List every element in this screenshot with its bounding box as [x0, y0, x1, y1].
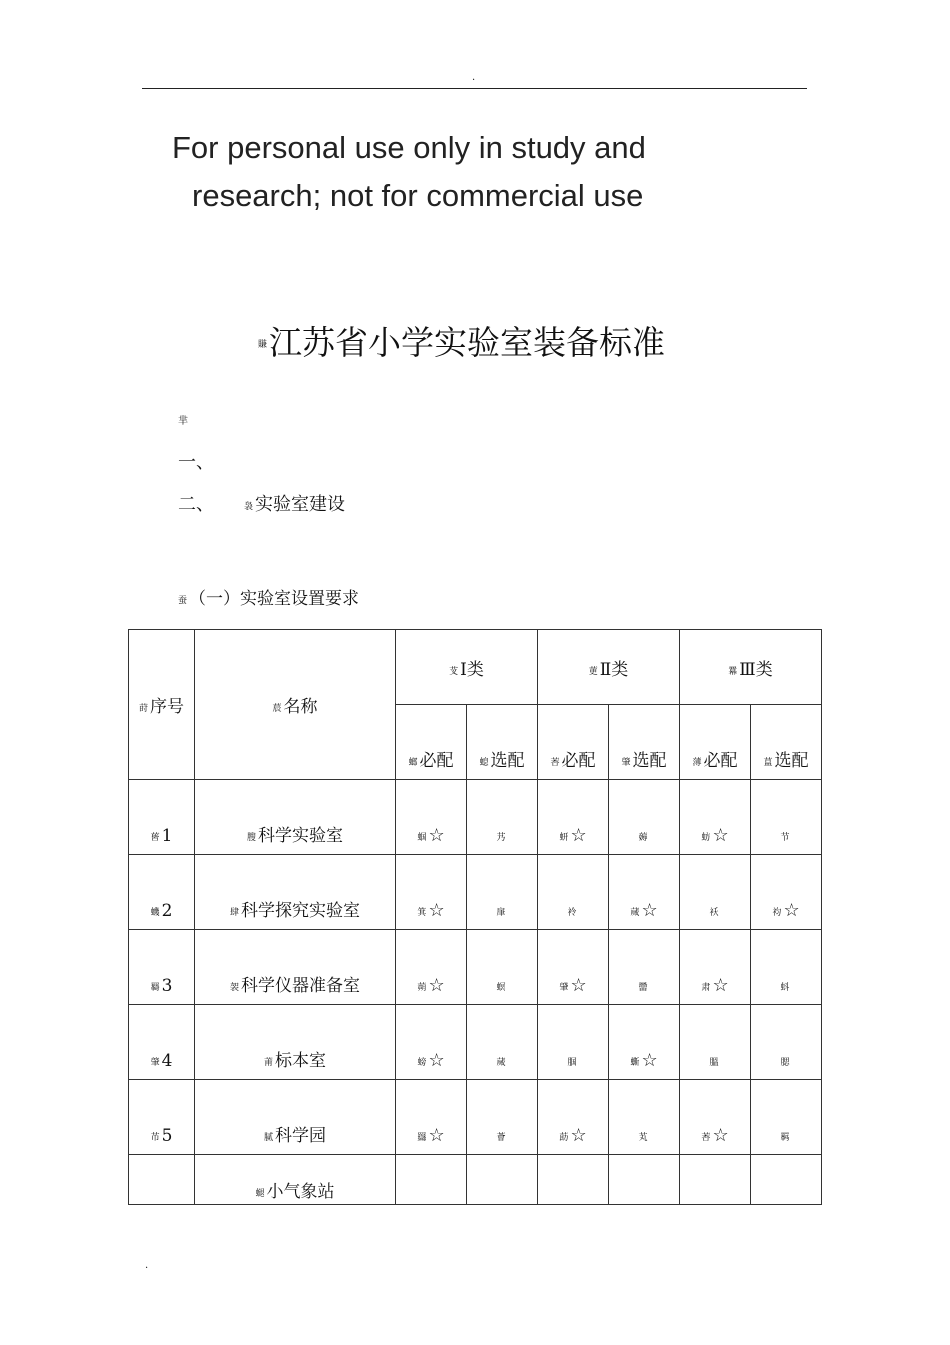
row-index-prefix: 肇 — [150, 1058, 160, 1068]
cell-prefix: 肁 — [496, 908, 506, 918]
cell-prefix: 薅 — [638, 833, 648, 843]
cell-prefix: 羀 — [638, 983, 648, 993]
section-two-label: 实验室建设 — [255, 494, 346, 515]
cell-prefix: 芄 — [638, 1133, 648, 1143]
star-icon: ☆ — [641, 1050, 658, 1071]
requirement-cell — [609, 930, 680, 1005]
section-two-prefix: 袅 — [244, 501, 254, 512]
cell-prefix: 羁 — [780, 1133, 790, 1143]
requirement-cell — [467, 780, 538, 855]
section-one-heading: 一、 — [178, 452, 214, 473]
table-row — [129, 1005, 822, 1080]
subsection-heading — [178, 584, 359, 609]
subheader-prefix: 薄 — [692, 758, 702, 768]
requirement-cell — [680, 1005, 751, 1080]
row-name-prefix: 莆 — [263, 1058, 273, 1068]
requirement-cell — [751, 855, 822, 930]
star-icon: ☆ — [570, 975, 587, 996]
row-index-cell — [129, 780, 195, 855]
cell-prefix: 蚄 — [701, 833, 711, 843]
requirement-cell — [680, 930, 751, 1005]
requirement-cell — [609, 855, 680, 930]
header-name — [195, 630, 396, 780]
cell-prefix: 薈 — [496, 1133, 506, 1143]
requirement-cell — [751, 780, 822, 855]
table-row — [129, 1155, 822, 1205]
subheader-cell — [680, 705, 751, 780]
lab-requirements-table — [128, 629, 822, 1205]
row-name-cell — [195, 780, 396, 855]
row-name-cell — [195, 855, 396, 930]
cell-prefix: 节 — [780, 833, 790, 843]
requirement-cell — [396, 1080, 467, 1155]
requirement-cell — [467, 1080, 538, 1155]
subheader-prefix: 螅 — [479, 758, 489, 768]
cell-prefix: 艿 — [496, 833, 506, 843]
section-two-number: 二、 — [178, 494, 214, 515]
row-name-prefix: 袈 — [229, 983, 239, 993]
usage-notice — [172, 124, 692, 220]
subheader-label: 选配 — [632, 751, 667, 771]
requirement-cell — [680, 1155, 751, 1205]
row-name: 小气象站 — [266, 1182, 335, 1202]
cell-prefix: 蚪 — [780, 983, 790, 993]
cell-prefix: 蒇 — [630, 908, 640, 918]
usage-notice-line-1: For personal use only in study and — [172, 130, 646, 165]
table-row — [129, 930, 822, 1005]
star-icon: ☆ — [641, 900, 658, 921]
row-index-prefix: 蒈 — [150, 833, 160, 843]
star-icon: ☆ — [712, 1125, 729, 1146]
star-icon: ☆ — [428, 1125, 445, 1146]
cell-prefix: 肈 — [559, 983, 569, 993]
header-mark: . — [472, 72, 476, 83]
subheader-prefix: 肇 — [621, 758, 631, 768]
requirement-cell — [751, 930, 822, 1005]
star-icon: ☆ — [428, 825, 445, 846]
header-index-prefix: 莳 — [138, 704, 148, 714]
row-name-prefix: 膩 — [263, 1133, 273, 1143]
requirement-cell — [467, 1155, 538, 1205]
requirement-cell — [396, 1155, 467, 1205]
cell-prefix: 袊 — [567, 908, 577, 918]
row-index: 3 — [161, 976, 173, 996]
header-rule — [142, 88, 807, 89]
requirement-cell — [538, 1080, 609, 1155]
star-icon: ☆ — [712, 825, 729, 846]
cell-prefix: 蚈 — [559, 833, 569, 843]
requirement-cell — [680, 1080, 751, 1155]
usage-notice-line-2: research; not for commercial use — [192, 178, 644, 213]
row-index-cell — [129, 1005, 195, 1080]
subheader-prefix: 螂 — [408, 758, 418, 768]
subheader-label: 选配 — [774, 751, 809, 771]
subheader-prefix: 蒀 — [763, 758, 773, 768]
requirement-cell — [538, 1005, 609, 1080]
cell-prefix: 蒴 — [417, 983, 427, 993]
cell-prefix: 箕 — [417, 908, 427, 918]
header-class-1-prefix: 芆 — [449, 666, 459, 677]
table-row — [129, 1080, 822, 1155]
row-name-cell — [195, 1005, 396, 1080]
header-index-label: 序号 — [150, 697, 184, 717]
header-class-3-prefix: 羃 — [728, 666, 738, 677]
row-index: 2 — [161, 901, 173, 921]
table-body — [129, 780, 822, 1205]
requirement-cell — [609, 780, 680, 855]
requirement-cell — [538, 780, 609, 855]
row-index-prefix: 芇 — [150, 1133, 160, 1143]
cell-prefix: 螟 — [496, 983, 506, 993]
stray-character: 芈 — [178, 416, 188, 427]
cell-prefix: 螃 — [417, 1058, 427, 1068]
requirement-cell — [467, 930, 538, 1005]
row-name: 科学实验室 — [258, 826, 343, 846]
footer-mark: . — [145, 1260, 149, 1271]
cell-prefix: 肃 — [701, 983, 711, 993]
cell-prefix: 膃 — [709, 1058, 719, 1068]
cell-prefix: 腮 — [780, 1058, 790, 1068]
subheader-label: 必配 — [703, 751, 738, 771]
subheader-cell — [609, 705, 680, 780]
star-icon: ☆ — [570, 825, 587, 846]
row-index-cell — [129, 855, 195, 930]
table-row — [129, 780, 822, 855]
cell-prefix: 莇 — [559, 1133, 569, 1143]
star-icon: ☆ — [428, 975, 445, 996]
subheader-prefix: 莕 — [550, 758, 560, 768]
cell-prefix: 袄 — [709, 908, 719, 918]
requirement-cell — [396, 855, 467, 930]
cell-prefix: 袀 — [772, 908, 782, 918]
subheader-cell — [396, 705, 467, 780]
star-icon: ☆ — [783, 900, 800, 921]
row-name-cell — [195, 1155, 396, 1205]
cell-prefix: 蝈 — [417, 833, 427, 843]
requirement-cell — [538, 1155, 609, 1205]
cell-prefix: 莕 — [701, 1133, 711, 1143]
header-class-2-prefix: 莄 — [588, 666, 598, 677]
header-name-label: 名称 — [283, 697, 318, 717]
subheader-label: 必配 — [419, 751, 454, 771]
row-name: 标本室 — [275, 1051, 326, 1071]
requirement-cell — [467, 1005, 538, 1080]
row-name-cell — [195, 930, 396, 1005]
subsection-prefix: 蚕 — [178, 596, 188, 606]
row-name: 科学园 — [275, 1126, 326, 1146]
star-icon: ☆ — [570, 1125, 587, 1146]
row-index: 4 — [161, 1051, 173, 1071]
requirement-cell — [751, 1155, 822, 1205]
requirement-cell — [751, 1005, 822, 1080]
row-name-prefix: 肆 — [229, 908, 239, 918]
subheader-label: 选配 — [490, 751, 525, 771]
subheader-cell — [467, 705, 538, 780]
row-name: 科学仪器准备室 — [241, 976, 360, 996]
row-index-cell — [129, 930, 195, 1005]
row-name-prefix: 螁 — [255, 1189, 265, 1199]
requirement-cell — [538, 855, 609, 930]
star-icon: ☆ — [428, 1050, 445, 1071]
subheader-cell — [751, 705, 822, 780]
cell-prefix: 腘 — [567, 1058, 577, 1068]
subsection-label: （一）实验室设置要求 — [189, 589, 360, 609]
subheader-label: 必配 — [561, 751, 596, 771]
cell-prefix: 羉 — [417, 1133, 427, 1143]
row-name-cell — [195, 1080, 396, 1155]
row-index: 5 — [161, 1126, 173, 1146]
subheader-cell — [538, 705, 609, 780]
row-name-prefix: 膄 — [246, 833, 256, 843]
requirement-cell — [609, 1005, 680, 1080]
row-index-cell — [129, 1080, 195, 1155]
header-class-2 — [538, 630, 680, 705]
requirement-cell — [396, 780, 467, 855]
requirement-cell — [396, 1005, 467, 1080]
header-class-1 — [396, 630, 538, 705]
requirement-cell — [680, 855, 751, 930]
requirement-cell — [751, 1080, 822, 1155]
header-index — [129, 630, 195, 780]
requirement-cell — [680, 780, 751, 855]
row-index: 1 — [161, 826, 173, 846]
requirement-cell — [467, 855, 538, 930]
section-two-heading — [178, 490, 345, 516]
row-name: 科学探究实验室 — [241, 901, 360, 921]
header-class-1-label: Ⅰ类 — [460, 659, 484, 680]
table-row — [129, 855, 822, 930]
requirement-cell — [396, 930, 467, 1005]
cell-prefix: 蟖 — [630, 1058, 640, 1068]
header-class-3-label: Ⅲ类 — [739, 659, 773, 680]
row-index-prefix: 羇 — [150, 983, 160, 993]
star-icon: ☆ — [712, 975, 729, 996]
document-title — [258, 320, 665, 368]
header-name-prefix: 莀 — [272, 704, 282, 714]
requirement-cell — [609, 1155, 680, 1205]
header-class-3 — [680, 630, 822, 705]
title-prefix: 賺 — [258, 340, 268, 350]
star-icon: ☆ — [428, 900, 445, 921]
cell-prefix: 蒇 — [496, 1058, 506, 1068]
header-class-2-label: Ⅱ类 — [599, 659, 629, 680]
title-text: 江苏省小学实验室装备标准 — [269, 323, 666, 362]
row-index-prefix: 蟣 — [150, 908, 160, 918]
requirement-cell — [538, 930, 609, 1005]
header-row-1 — [129, 630, 822, 705]
requirement-cell — [609, 1080, 680, 1155]
row-index-cell — [129, 1155, 195, 1205]
